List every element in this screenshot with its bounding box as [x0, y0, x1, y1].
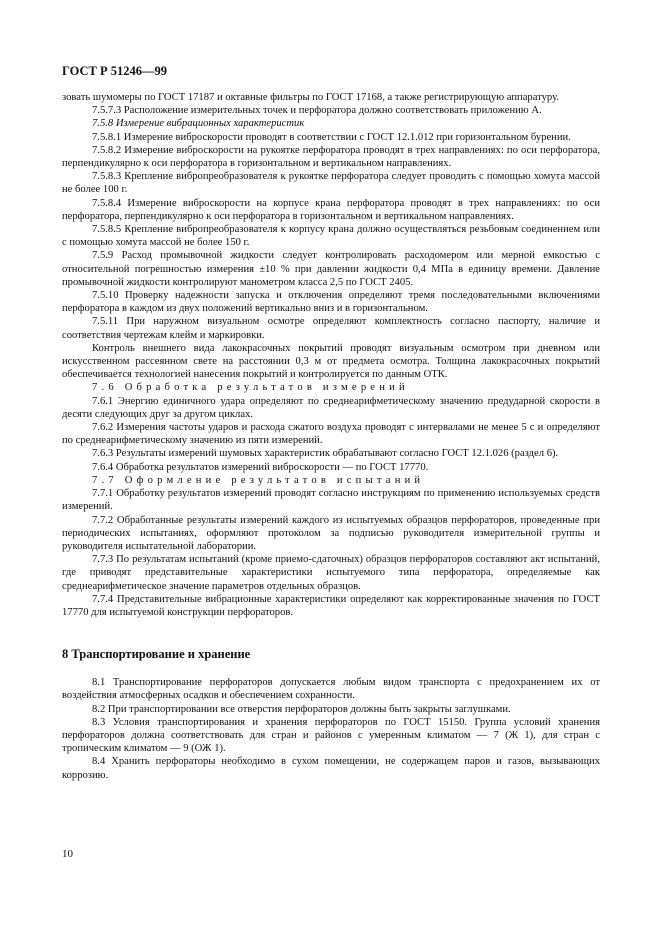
paragraph: 8.4 Хранить перфораторы необходимо в сухом помещении, не содержащем паров и газов, вызывающих коррозию. — [62, 756, 600, 781]
paragraph: 7.5.9 Расход промывочной жидкости следует контролировать расходомером или мерной емкостью с относительной погрешностью измерения ±10 % при давлении жидкости 0,4 МПа в единицу времени. Давление промывочной жидкости контролируют манометром класса 2,5 по ГОСТ 2405. — [62, 250, 600, 288]
paragraphs-section-8 — [62, 676, 600, 782]
paragraphs-top — [62, 91, 600, 619]
paragraph: 7.7.2 Обработанные результаты измерений каждого из испытуемых образцов перфораторов, проведенные при периодических испытаниях, оформляют протоколом за подписью руководителя измерительной группы и руководителя испытательной лаборатории. — [62, 514, 600, 552]
paragraph: 7.5.8.4 Измерение виброскорости на корпусе крана перфоратора проводят в трех направлениях: по оси перфоратора, перпендикулярно к оси перфоратора в горизонтальном и вертикальном направлениях. — [62, 197, 600, 222]
paragraph: 7.5.8.2 Измерение виброскорости на рукоятке перфоратора проводят в трех направлениях: по оси перфоратора, перпендикулярно к оси перфоратора в горизонтальном и вертикальном направлениях. — [62, 144, 600, 170]
paragraph: 7.7.4 Представительные вибрационные характеристики определяют как корректированные значения по ГОСТ 17770 для испытуемой конструкции перфораторов. — [62, 593, 600, 618]
paragraph: Контроль внешнего вида лакокрасочных покрытий проводят визуальным осмотром при дневном или искусственном рассеянном свете на расстоянии 0,3 м от предмета осмотра. Толщина лакокрасочных покрытий обеспечивается технологией нанесения покрытий и контролируется по данным ОТК. — [62, 342, 600, 381]
paragraph: 7.5.7.3 Расположение измерительных точек и перфоратора должно соответствовать приложению А. — [92, 105, 542, 117]
paragraph: 7.7 Оформление результатов испытаний — [92, 474, 425, 486]
paragraph: 7.6.2 Измерения частоты ударов и расхода сжатого воздуха проводят с интервалами не менее 5 с и определяют по среднеарифметическому значению из пяти измерений. — [62, 422, 600, 447]
document-header: ГОСТ Р 51246—99 — [62, 64, 168, 78]
paragraph: 7.5.11 При наружном визуальном осмотре определяют комплектность согласно паспорту, наличие и соответствия чертежам клейм и маркировки. — [62, 316, 600, 341]
document-page — [62, 64, 600, 782]
paragraph: 7.7.1 Обработку результатов измерений проводят согласно инструкциям по применению используемых средств измерений. — [62, 488, 600, 513]
paragraph: 7.5.8.5 Крепление вибропреобразователя к корпусу крана должно осуществляться резьбовым соединением или с помощью хомута массой не более 150 г. — [62, 224, 600, 249]
paragraph: 8.1 Транспортирование перфораторов допускается любым видом транспорта с предохранением их от воздействия атмосферных осадков и обеспечением сохранности. — [62, 677, 600, 702]
paragraph: 7.5.8 Измерение вибрационных характеристик — [92, 118, 305, 130]
paragraph: 7.5.8.3 Крепление вибропреобразователя к рукоятке перфоратора следует проводить с помощью хомута массой не более 100 г. — [62, 171, 600, 196]
paragraph: 8.2 При транспортировании все отверстия перфораторов должны быть закрыты заглушками. — [92, 703, 511, 715]
paragraph: 7.7.3 По результатам испытаний (кроме приемо-сдаточных) образцов перфораторов составляют акт испытаний, где приводят представительные характеристики испытуемого типа перфоратора, определяемые как среднеарифметическое значение параметров отдельных образцов. — [62, 554, 600, 592]
paragraph: 7.5.8.1 Измерение виброскорости проводят в соответствии с ГОСТ 12.1.012 при горизонтальном бурении. — [92, 131, 571, 143]
paragraph: 7.6.3 Результаты измерений шумовых характеристик обрабатывают согласно ГОСТ 12.1.026 (раздел 6). — [92, 448, 559, 460]
paragraph: 7.6 Обработка результатов измерений — [92, 382, 409, 394]
paragraph: 8.3 Условия транспортирования и хранения перфораторов по ГОСТ 15150. Группа условий хранения перфораторов должна соответствовать для стран и районов с умеренным климатом — 7 (Ж 1), для стран с тропическим климатом — 9 (ОЖ 1). — [62, 716, 600, 755]
paragraph: 7.6.4 Обработка результатов измерений виброскорости — по ГОСТ 17770. — [92, 461, 429, 473]
page-number: 10 — [62, 848, 73, 860]
paragraph: зовать шумомеры по ГОСТ 17187 и октавные фильтры по ГОСТ 17168, а также регистрирующую аппаратуру. — [62, 92, 559, 103]
section-8-title: 8 Транспортирование и хранение — [62, 647, 251, 662]
paragraph: 7.5.10 Проверку надежности запуска и отключения определяют тремя последовательными включениями перфоратора в каждом из двух положений вертикально вниз и в горизонтальном. — [62, 290, 600, 315]
paragraph: 7.6.1 Энергию единичного удара определяют по среднеарифметическому значению предударной скорости в десяти следующих друг за другом циклах. — [62, 395, 600, 420]
